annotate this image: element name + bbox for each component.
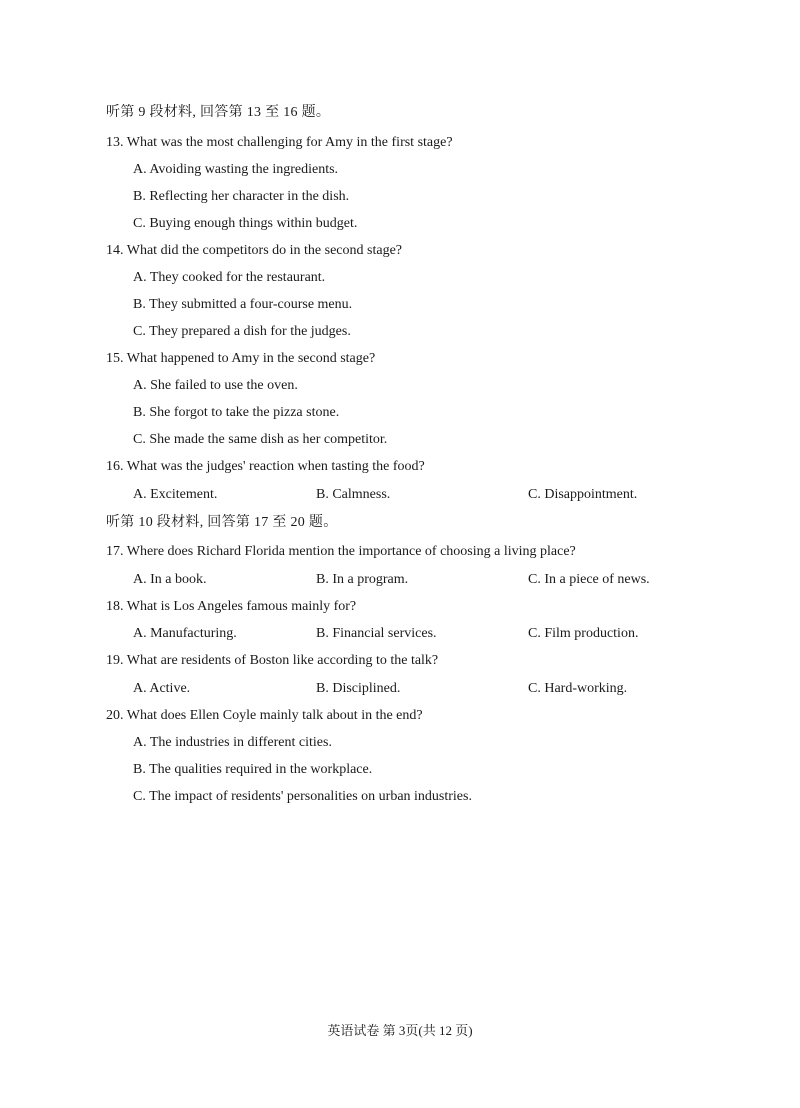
q19-option-b: B. Disciplined. — [316, 681, 401, 696]
question-15: 15. What happened to Amy in the second stage? — [106, 351, 376, 366]
q15-option-a: A. She failed to use the oven. — [133, 378, 298, 393]
q16-option-a: A. Excitement. — [133, 487, 218, 502]
q17-option-b: B. In a program. — [316, 572, 409, 587]
q17-option-c: C. In a piece of news. — [528, 572, 650, 587]
q19-option-c: C. Hard-working. — [528, 681, 628, 696]
q17-option-a: A. In a book. — [133, 572, 207, 587]
q14-option-a: A. They cooked for the restaurant. — [133, 270, 326, 285]
q18-option-c: C. Film production. — [528, 626, 639, 641]
q20-option-a: A. The industries in different cities. — [133, 735, 332, 750]
q19-option-a: A. Active. — [133, 681, 191, 696]
q14-option-b: B. They submitted a four-course menu. — [133, 297, 353, 312]
question-14: 14. What did the competitors do in the second stage? — [106, 243, 403, 258]
q20-option-c: C. The impact of residents' personalities on urban industries. — [133, 789, 472, 804]
question-20: 20. What does Ellen Coyle mainly talk about in the end? — [106, 708, 423, 723]
question-19: 19. What are residents of Boston like according to the talk? — [106, 653, 439, 668]
q13-option-b: B. Reflecting her character in the dish. — [133, 189, 350, 204]
q15-option-b: B. She forgot to take the pizza stone. — [133, 405, 340, 420]
section-heading-10: 听第 10 段材料, 回答第 17 至 20 题。 — [106, 515, 338, 530]
q18-option-a: A. Manufacturing. — [133, 626, 237, 641]
question-16: 16. What was the judges' reaction when tasting the food? — [106, 459, 425, 474]
question-13: 13. What was the most challenging for Amy in the first stage? — [106, 135, 453, 150]
page-footer: 英语试卷 第 3页(共 12 页) — [327, 1023, 473, 1038]
question-18: 18. What is Los Angeles famous mainly for? — [106, 599, 357, 614]
q20-option-b: B. The qualities required in the workplace. — [133, 762, 373, 777]
q13-option-a: A. Avoiding wasting the ingredients. — [133, 162, 339, 177]
q14-option-c: C. They prepared a dish for the judges. — [133, 324, 351, 339]
q13-option-c: C. Buying enough things within budget. — [133, 216, 358, 231]
question-17: 17. Where does Richard Florida mention the importance of choosing a living place? — [106, 544, 576, 559]
section-heading-9: 听第 9 段材料, 回答第 13 至 16 题。 — [106, 105, 331, 120]
q16-option-c: C. Disappointment. — [528, 487, 638, 502]
q18-option-b: B. Financial services. — [316, 626, 437, 641]
q15-option-c: C. She made the same dish as her competitor. — [133, 432, 388, 447]
q16-option-b: B. Calmness. — [316, 487, 391, 502]
